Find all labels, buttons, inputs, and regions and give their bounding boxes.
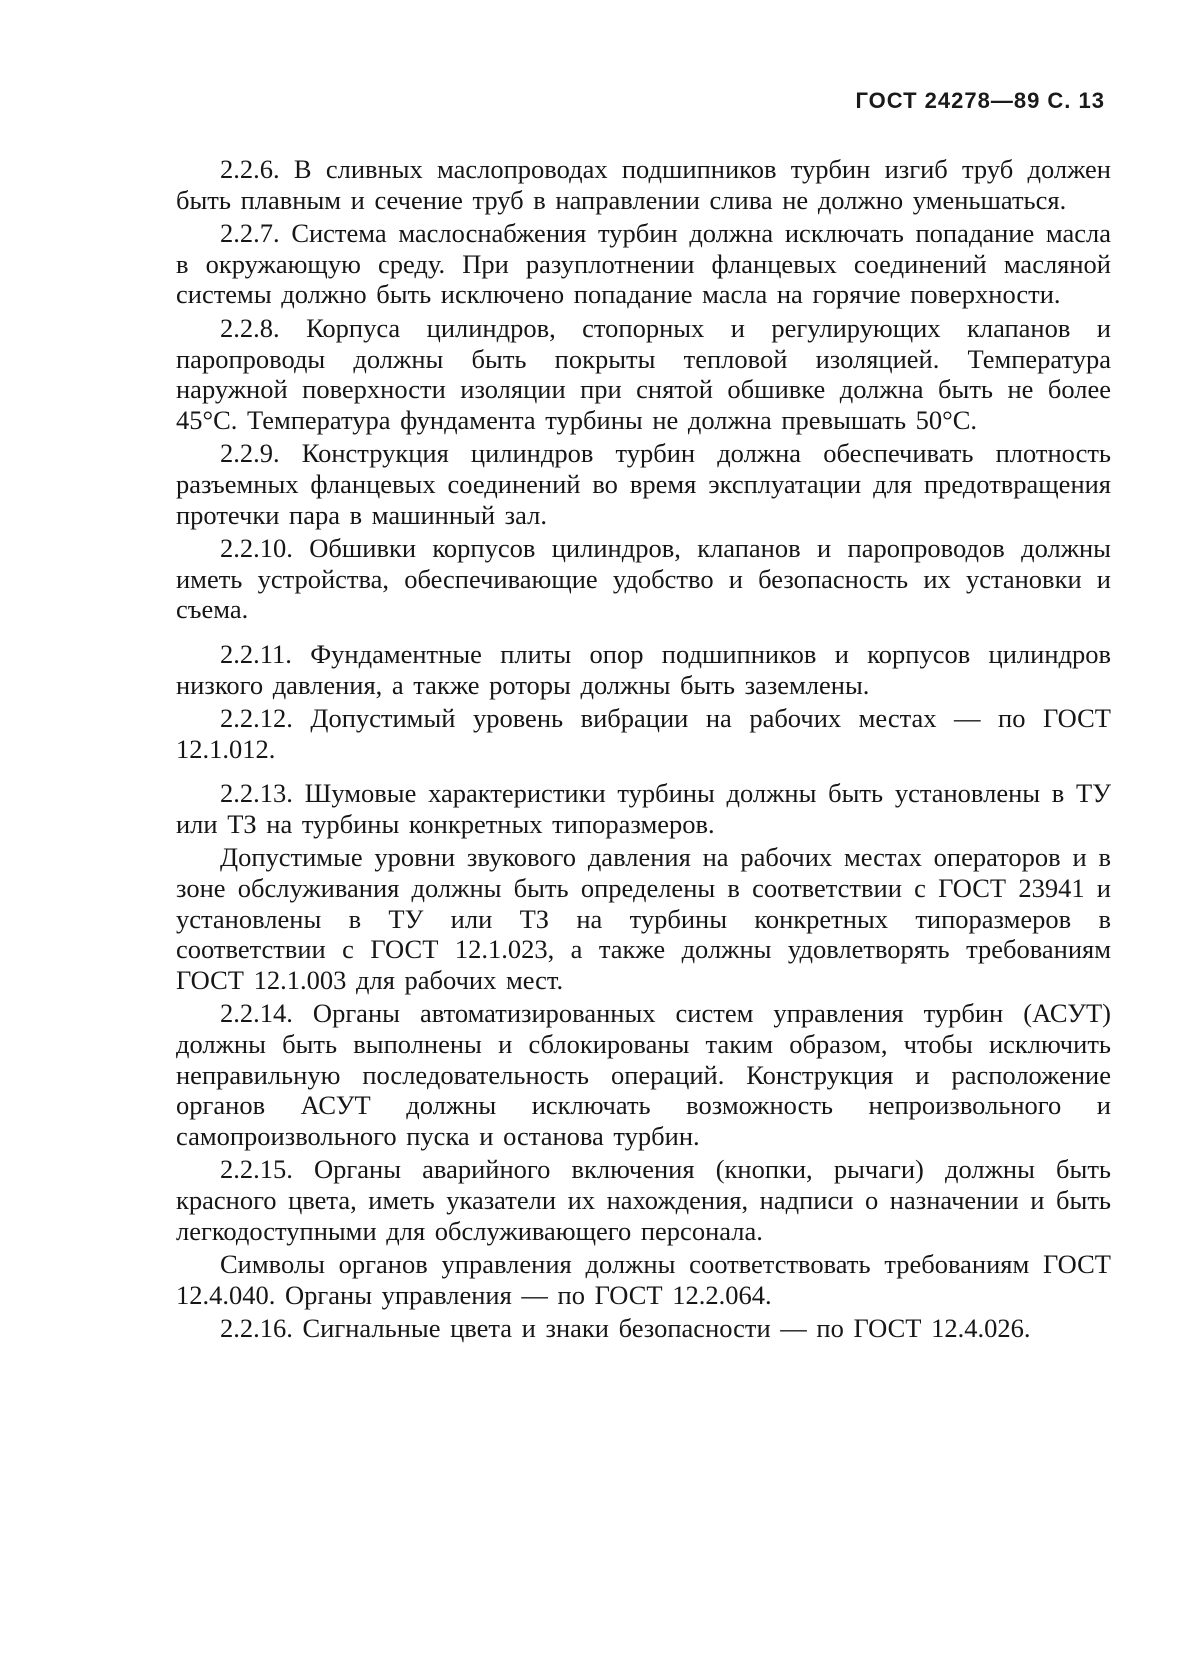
document-body — [176, 154, 1111, 1347]
paragraph-control-symbols: Символы органов управления должны соответствовать требованиям ГОСТ 12.4.040. Органы управления — по ГОСТ 12.2.064. — [176, 1249, 1111, 1310]
paragraph-2-2-16: 2.2.16. Сигнальные цвета и знаки безопасности — по ГОСТ 12.4.026. — [220, 1313, 1031, 1344]
paragraph-2-2-15: 2.2.15. Органы аварийного включения (кнопки, рычаги) должны быть красного цвета, иметь указатели их нахождения, надписи о назначении и быть легкодоступными для обслуживающего персонала. — [176, 1154, 1111, 1246]
paragraph-2-2-9: 2.2.9. Конструкция цилиндров турбин должна обеспечивать плотность разъемных фланцевых соединений во время эксплуатации для предотвращения протечки пара в машинный зал. — [176, 438, 1111, 530]
paragraph-2-2-12: 2.2.12. Допустимый уровень вибрации на рабочих местах — по ГОСТ 12.1.012. — [176, 703, 1111, 764]
paragraph-2-2-8: 2.2.8. Корпуса цилиндров, стопорных и регулирующих клапанов и паропроводы должны быть покрыты тепловой изоляцией. Температура наружной поверхности изоляции при снятой обшивке должна быть не более 45°С. Температура фундамента турбины не должна превышать 50°С. — [176, 312, 1111, 435]
paragraph-2-2-11: 2.2.11. Фундаментные плиты опор подшипников и корпусов цилиндров низкого давления, а также роторы должны быть заземлены. — [176, 638, 1111, 700]
paragraph-2-2-14: 2.2.14. Органы автоматизированных систем управления турбин (АСУТ) должны быть выполнены и сблокированы таким образом, чтобы исключить неправильную последовательность операций. Конструкция и расположение органов АСУТ должны исключать возможность непроизвольного и самопроизвольного пуска и останова турбин. — [176, 998, 1111, 1151]
paragraph-2-2-6: 2.2.6. В сливных маслопроводах подшипников турбин изгиб труб должен быть плавным и сечение труб в направлении слива не должно уменьшаться. — [176, 154, 1111, 215]
paragraph-2-2-13: 2.2.13. Шумовые характеристики турбины должны быть установлены в ТУ или ТЗ на турбины конкретных типоразмеров. — [176, 778, 1111, 839]
paragraph-2-2-7: 2.2.7. Система маслоснабжения турбин должна исключать попадание масла в окружающую среду. При разуплотнении фланцевых соединений масляной системы должно быть исключено попадание масла на горячие поверхности. — [176, 218, 1111, 310]
paragraph-noise-levels: Допустимые уровни звукового давления на рабочих местах операторов и в зоне обслуживания должны быть определены в соответствии с ГОСТ 23941 и установлены в ТУ или ТЗ на турбины конкретных типоразмеров в соответствии с ГОСТ 12.1.023, а также должны удовлетворять требованиям ГОСТ 12.1.003 для рабочих мест. — [176, 842, 1111, 995]
running-header: ГОСТ 24278—89 С. 13 — [855, 88, 1105, 113]
paragraph-2-2-10: 2.2.10. Обшивки корпусов цилиндров, клапанов и паропроводов должны иметь устройства, обеспечивающие удобство и безопасность их установки и съема. — [176, 533, 1111, 625]
